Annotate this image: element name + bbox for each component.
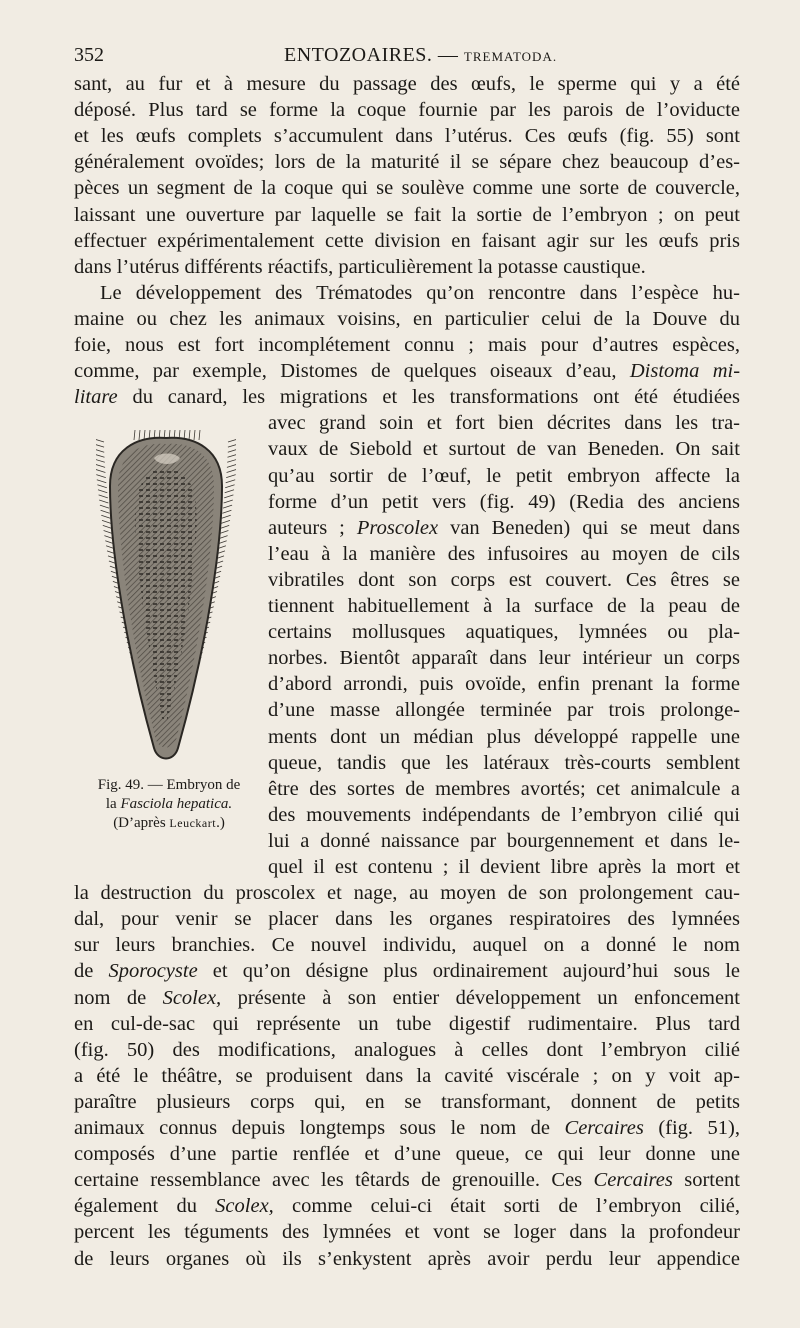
cilium xyxy=(96,444,104,447)
caption-line: (D’après Leuckart.) xyxy=(113,815,225,831)
text-line: certains mollusques aquatiques, lymnées ou pla- xyxy=(268,621,740,644)
text-line: de leurs organes où ils s’enkystent après avoir perdu leur appendice xyxy=(74,1247,740,1270)
text-line: percent les téguments des lymnées et vont se loger dans la profondeur xyxy=(74,1221,740,1244)
cilium xyxy=(96,459,105,462)
running-header xyxy=(74,44,740,70)
cilium xyxy=(96,464,105,467)
cilium xyxy=(96,475,106,478)
cilium xyxy=(189,430,190,440)
cilium xyxy=(99,500,108,503)
cilium xyxy=(100,505,109,508)
cilium xyxy=(227,464,236,467)
cilium xyxy=(96,449,104,452)
cilium xyxy=(227,470,236,473)
cilium xyxy=(228,449,236,452)
caption-author: Leuckart xyxy=(169,816,217,830)
text-line: tiennent habituellement à la surface de la peau de xyxy=(268,595,740,617)
text-line: vibratiles dont son corps est couvert. Ces êtres se xyxy=(268,568,740,591)
text-line: laissant une ouverture par laquelle se fait la sortie de l’embryon ; on peut xyxy=(74,203,740,226)
caption-line: Fig. 49. — Embryon de xyxy=(97,777,241,793)
text-line: également du Scolex, comme celui-ci était sorti de l’embryon cilié, xyxy=(74,1195,740,1218)
cilium xyxy=(194,430,195,440)
page-number: 352 xyxy=(74,44,104,66)
cilium xyxy=(223,505,232,508)
text-line: d’abord arrondi, puis ovoïde, enfin prenant la forme xyxy=(268,673,740,696)
text-line: généralement ovoïdes; lors de la maturité il se sépare chez beaucoup d’es- xyxy=(74,151,740,174)
text-line: dans l’utérus différents réactifs, particulièrement la potasse caustique. xyxy=(74,255,646,278)
text-line: d’une masse allongée terminée par trois prolonge- xyxy=(268,699,740,722)
cilium xyxy=(222,515,231,518)
text-line: dal, pour venir se placer dans les organes respiratoires des lymnées xyxy=(74,908,740,931)
text-line: auteurs ; Proscolex van Beneden) qui se meut dans xyxy=(268,516,740,539)
text-line: sant, au fur et à mesure du passage des œufs, le sperme qui y a été xyxy=(74,73,740,95)
cilium xyxy=(224,495,233,498)
text-line: ments dont un médian plus développé rappelle une xyxy=(268,725,740,748)
cilium xyxy=(101,510,110,513)
cilium xyxy=(225,485,234,488)
text-line: déposé. Plus tard se forme la coque fournie par les parois de l’oviducte xyxy=(74,99,740,122)
cilium xyxy=(101,515,110,518)
cilium xyxy=(224,500,233,503)
cilium xyxy=(225,490,234,493)
section-title: TREMATODA. xyxy=(463,49,558,64)
caption-line: la Fasciola hepatica. xyxy=(105,796,233,812)
text-line: forme d’un petit vers (fig. 49) (Redia des anciens xyxy=(268,490,740,513)
text-line: comme, par exemple, Distomes de quelques oiseaux d’eau, Distoma mi- xyxy=(74,360,740,383)
cilium xyxy=(139,430,140,440)
text-line: (fig. 50) des modifications, analogues à celles dont l’embryon cilié xyxy=(74,1038,740,1061)
text-line: l’eau à la manière des infusoires au moyen de cils xyxy=(268,542,740,565)
cilium xyxy=(226,475,236,478)
cilium xyxy=(96,454,105,457)
text-line: paraître plusieurs corps qui, en se transformant, donnent de petits xyxy=(74,1090,740,1113)
cilium xyxy=(228,454,237,457)
text-line: pèces un segment de la coque qui se soulève comme une sorte de couvercle, xyxy=(74,177,740,200)
text-line: être des sortes de membres avortés; cet animalcule a xyxy=(268,777,740,800)
cilium xyxy=(102,520,111,523)
cilium xyxy=(222,510,231,513)
cilium xyxy=(228,439,236,442)
text-line: qu’au sortir de l’œuf, le petit embryon affecte la xyxy=(268,464,740,487)
cilium xyxy=(97,485,106,488)
text-line: a été le théâtre, se produisent dans la cavité viscérale ; on y voit ap- xyxy=(74,1064,740,1087)
cilium xyxy=(226,480,236,483)
text-line: la destruction du proscolex et nage, au moyen de son prolongement cau- xyxy=(74,882,740,905)
text-line: sur leurs branchies. Ce nouvel individu, auquel on a donné le nom xyxy=(74,934,740,957)
cilium xyxy=(96,439,104,442)
cilium xyxy=(96,470,105,473)
cilium xyxy=(99,495,108,498)
text-line: norbes. Bientôt apparaît dans leur intérieur un corps xyxy=(268,647,740,670)
cilium xyxy=(104,531,113,534)
cilium xyxy=(221,520,230,523)
text-line: queue, tandis que les latéraux très-courts semblent xyxy=(268,751,740,774)
text-line: maine ou chez les animaux voisins, en particulier celui de la Douve du xyxy=(74,307,740,330)
text-line: Le développement des Trématodes qu’on rencontre dans l’espèce hu- xyxy=(100,281,740,304)
cilium xyxy=(227,459,236,462)
text-line: litare du canard, les migrations et les transformations ont été étudiées xyxy=(74,386,740,409)
text-line: composés d’une partie renflée et d’une queue, ce qui leur donne une xyxy=(74,1143,740,1166)
text-line: en cul-de-sac qui représente un tube digestif rudimentaire. Plus tard xyxy=(74,1012,740,1035)
text-line: des mouvements indépendants de l’embryon cilié qui xyxy=(268,803,740,826)
embryo-illustration xyxy=(96,428,236,776)
text-line: de Sporocyste et qu’on désigne plus ordinairement aujourd’hui sous le xyxy=(74,960,740,983)
cilium xyxy=(134,430,135,440)
text-line: quel il est contenu ; il devient libre après la mort et xyxy=(268,856,740,878)
text-line: vaux de Siebold et surtout de van Beneden. On sait xyxy=(268,438,740,461)
running-title: ENTOZOAIRES. — TREMATODA. xyxy=(284,44,558,66)
text-line: animaux connus depuis longtemps sous le nom de Cercaires (fig. 51), xyxy=(74,1117,740,1139)
text-line: effectuer expérimentalement cette division en faisant agir sur les œufs pris xyxy=(74,229,740,252)
cilium xyxy=(97,480,107,483)
text-line: et les œufs complets s’accumulent dans l’utérus. Ces œufs (fig. 55) sont xyxy=(74,125,740,148)
text-line: certaine ressemblance avec les têtards de grenouille. Ces Cercaires sortent xyxy=(74,1169,740,1192)
cilium xyxy=(228,444,236,447)
text-line: avec grand soin et fort bien décrites dans les tra- xyxy=(268,412,740,435)
cilium xyxy=(220,531,229,534)
text-line: nom de Scolex, présente à son entier développement un enfoncement xyxy=(74,986,740,1009)
text-line: foie, nous est fort incomplétement connu ; mais pour d’autres espèces, xyxy=(74,334,740,356)
cilium xyxy=(199,430,200,440)
text-line: lui a donné naissance par bourgennement et dans le- xyxy=(268,829,740,852)
cilium xyxy=(103,525,112,528)
cilium xyxy=(220,525,229,528)
figure-caption xyxy=(74,776,264,833)
cilium xyxy=(98,490,107,493)
